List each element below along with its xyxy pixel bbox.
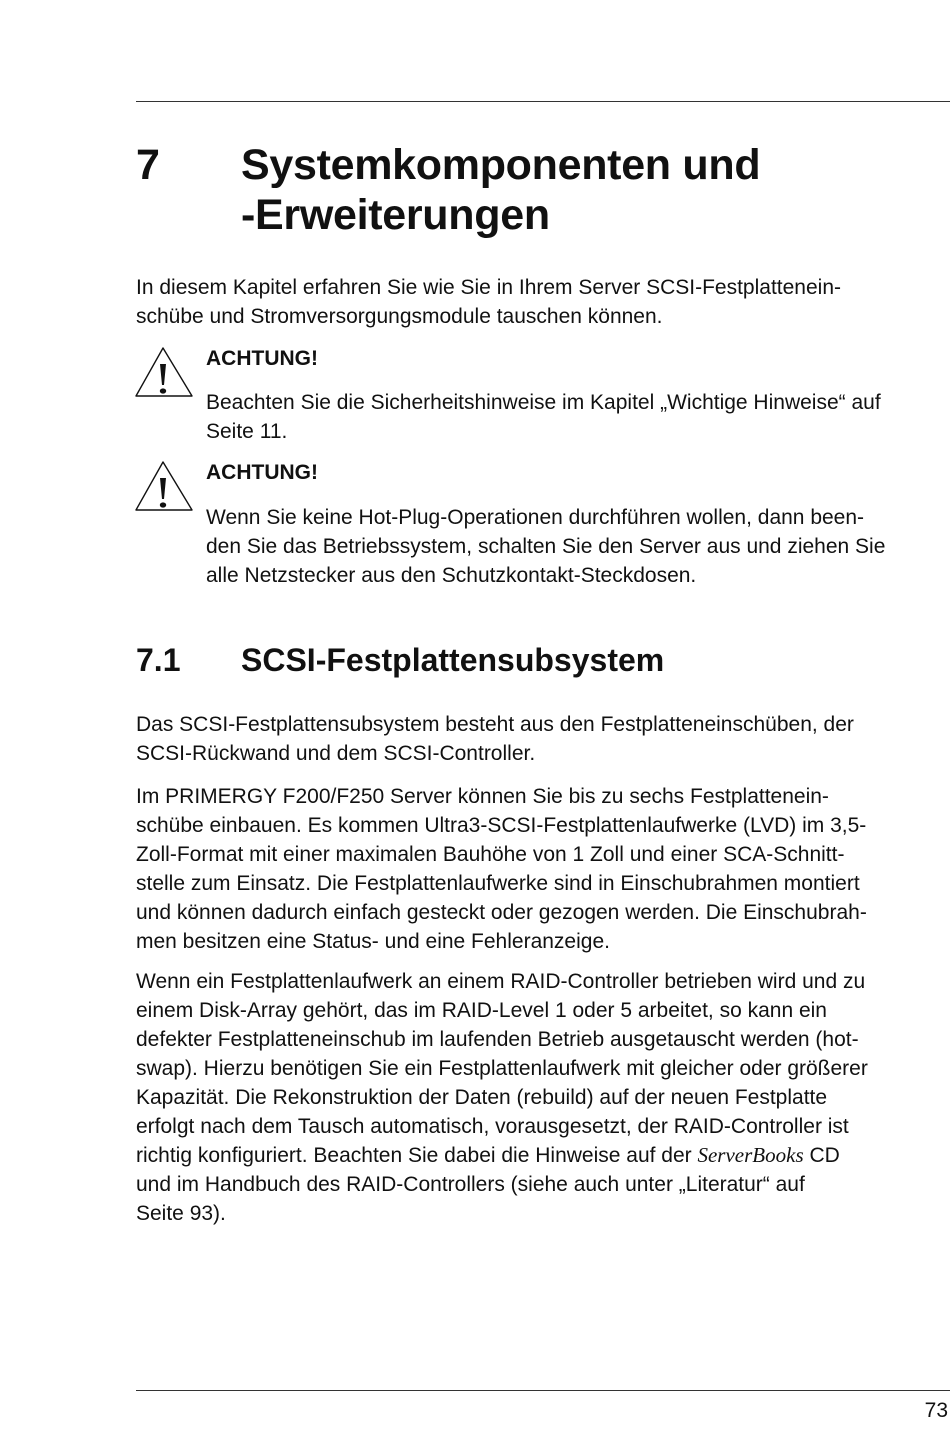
text-line: schübe und Stromversorgungsmodule tauschen können. bbox=[136, 305, 663, 328]
text-line: Kapazität. Die Rekonstruktion der Daten (rebuild) auf der neuen Festplatte bbox=[136, 1086, 828, 1109]
text-line: defekter Festplatteneinschub im laufenden Betrieb ausgetauscht werden (hot- bbox=[136, 1028, 859, 1051]
warning-text bbox=[206, 388, 950, 446]
text-line: einem Disk-Array gehört, das im RAID-Level 1 oder 5 arbeitet, so kann ein bbox=[136, 999, 827, 1022]
text-line: und können dadurch einfach gesteckt oder gezogen werden. Die Einschubrah- bbox=[136, 901, 867, 924]
book-title: ServerBooks bbox=[697, 1143, 804, 1167]
chapter-title bbox=[241, 140, 931, 240]
header-rule bbox=[136, 101, 950, 102]
text-line: men besitzen eine Status- und eine Fehleranzeige. bbox=[136, 930, 610, 953]
body-paragraph bbox=[136, 782, 950, 956]
text-line: erfolgt nach dem Tausch automatisch, vorausgesetzt, der RAID-Controller ist bbox=[136, 1115, 849, 1138]
text-line: und im Handbuch des RAID-Controllers (siehe auch unter „Literatur“ auf bbox=[136, 1173, 805, 1196]
body-paragraph bbox=[136, 967, 950, 1228]
chapter-title-line: Systemkomponenten und bbox=[241, 141, 761, 189]
text-run: richtig konfiguriert. Beachten Sie dabei die Hinweise auf der bbox=[136, 1144, 698, 1167]
text-line: Zoll-Format mit einer maximalen Bauhöhe von 1 Zoll und einer SCA-Schnitt- bbox=[136, 843, 845, 866]
footer-rule bbox=[136, 1390, 950, 1391]
text-line: SCSI-Rückwand und dem SCSI-Controller. bbox=[136, 742, 536, 765]
page-number: 73 bbox=[924, 1399, 948, 1422]
text-line: Im PRIMERGY F200/F250 Server können Sie bis zu sechs Festplattenein- bbox=[136, 785, 829, 808]
warning-heading: ACHTUNG! bbox=[206, 461, 318, 484]
chapter-number: 7 bbox=[136, 141, 160, 189]
text-line: Seite 93). bbox=[136, 1202, 226, 1225]
text-line: Wenn ein Festplattenlaufwerk an einem RAID-Controller betrieben wird und zu bbox=[136, 970, 866, 993]
text-line: schübe einbauen. Es kommen Ultra3-SCSI-Festplattenlaufwerke (LVD) im 3,5- bbox=[136, 814, 867, 837]
text-line: stelle zum Einsatz. Die Festplattenlaufwerke sind in Einschubrahmen montiert bbox=[136, 872, 860, 895]
warning-triangle-icon bbox=[134, 344, 196, 404]
body-paragraph bbox=[136, 710, 950, 768]
text-line: Beachten Sie die Sicherheitshinweise im Kapitel „Wichtige Hinweise“ auf bbox=[206, 391, 881, 414]
text-line: In diesem Kapitel erfahren Sie wie Sie in Ihrem Server SCSI-Festplattenein- bbox=[136, 276, 841, 299]
warning-triangle-icon bbox=[134, 458, 196, 518]
text-line: den Sie das Betriebssystem, schalten Sie den Server aus und ziehen Sie bbox=[206, 535, 886, 558]
text-line bbox=[136, 1141, 950, 1170]
intro-paragraph bbox=[136, 273, 950, 331]
text-line: swap). Hierzu benötigen Sie ein Festplattenlaufwerk mit gleicher oder größerer bbox=[136, 1057, 868, 1080]
text-line: Seite 11. bbox=[206, 420, 288, 443]
warning-text bbox=[206, 503, 950, 590]
section-title: SCSI-Festplattensubsystem bbox=[241, 642, 665, 678]
text-line: alle Netzstecker aus den Schutzkontakt-Steckdosen. bbox=[206, 564, 697, 587]
text-line: Das SCSI-Festplattensubsystem besteht aus den Festplatteneinschüben, der bbox=[136, 713, 854, 736]
chapter-title-line: -Erweiterungen bbox=[241, 191, 550, 239]
text-line: Wenn Sie keine Hot-Plug-Operationen durchführen wollen, dann been- bbox=[206, 506, 865, 529]
warning-heading: ACHTUNG! bbox=[206, 347, 318, 370]
section-number: 7.1 bbox=[136, 642, 181, 678]
text-run: CD bbox=[803, 1144, 840, 1167]
